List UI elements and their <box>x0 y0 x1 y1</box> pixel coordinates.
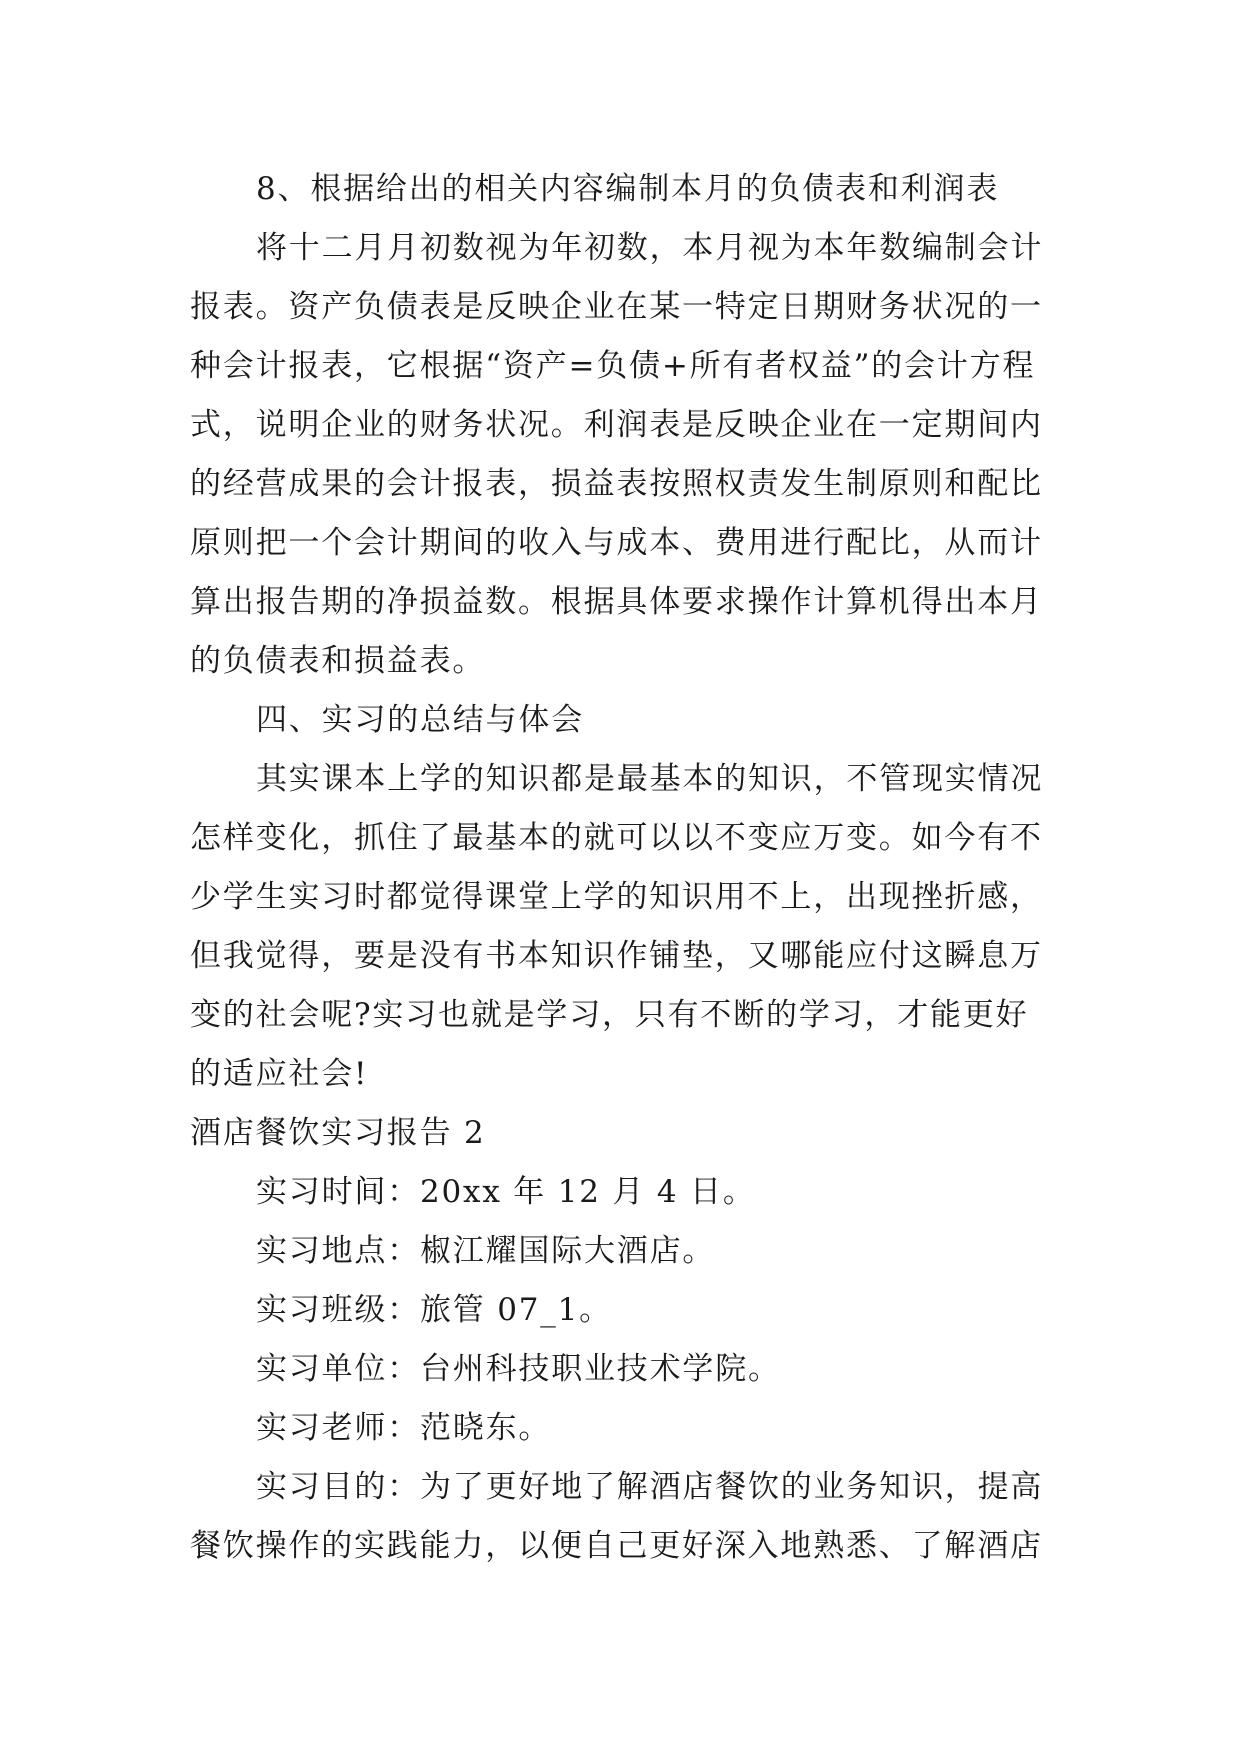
paragraph-line: 的经营成果的会计报表，损益表按照权责发生制原则和配比 <box>190 466 1043 502</box>
paragraph-line: 式，说明企业的财务状况。利润表是反映企业在一定期间内 <box>190 407 1043 443</box>
internship-teacher: 实习老师：范晓东。 <box>256 1410 552 1446</box>
paragraph-line: 报表。资产负债表是反映企业在某一特定日期财务状况的一 <box>190 289 1043 325</box>
internship-purpose: 实习目的：为了更好地了解酒店餐饮的业务知识，提高 <box>256 1469 1044 1505</box>
paragraph-line: 原则把一个会计期间的收入与成本、费用进行配比，从而计 <box>190 525 1043 561</box>
internship-time: 实习时间：20xx 年 12 月 4 日。 <box>256 1174 756 1210</box>
paragraph-line: 餐饮操作的实践能力，以便自己更好深入地熟悉、了解酒店 <box>190 1528 1043 1564</box>
paragraph-line: 种会计报表，它根据“资产=负债+所有者权益”的会计方程 <box>190 348 1036 384</box>
paragraph-line: 的负债表和损益表。 <box>190 643 486 679</box>
paragraph-line: 8、根据给出的相关内容编制本月的负债表和利润表 <box>256 171 1000 207</box>
paragraph-line: 少学生实习时都觉得课堂上学的知识用不上，出现挫折感， <box>190 879 1043 915</box>
internship-class: 实习班级：旅管 07_1。 <box>256 1292 612 1328</box>
paragraph-line: 算出报告期的净损益数。根据具体要求操作计算机得出本月 <box>190 584 1043 620</box>
paragraph-line: 的适应社会! <box>190 1056 369 1092</box>
section-heading: 四、实习的总结与体会 <box>256 702 584 738</box>
paragraph-line: 其实课本上学的知识都是最基本的知识，不管现实情况 <box>256 761 1044 797</box>
internship-location: 实习地点：椒江耀国际大酒店。 <box>256 1233 716 1269</box>
paragraph-line: 变的社会呢?实习也就是学习，只有不断的学习，才能更好 <box>190 997 1029 1033</box>
paragraph-line: 怎样变化，抓住了最基本的就可以以不变应万变。如今有不 <box>190 820 1043 856</box>
paragraph-line: 将十二月月初数视为年初数，本月视为本年数编制会计 <box>256 230 1044 266</box>
report-title: 酒店餐饮实习报告 2 <box>190 1115 486 1151</box>
internship-unit: 实习单位：台州科技职业技术学院。 <box>256 1351 781 1387</box>
paragraph-line: 但我觉得，要是没有书本知识作铺垫，又哪能应付这瞬息万 <box>190 938 1043 974</box>
document-body <box>190 160 1050 1576</box>
